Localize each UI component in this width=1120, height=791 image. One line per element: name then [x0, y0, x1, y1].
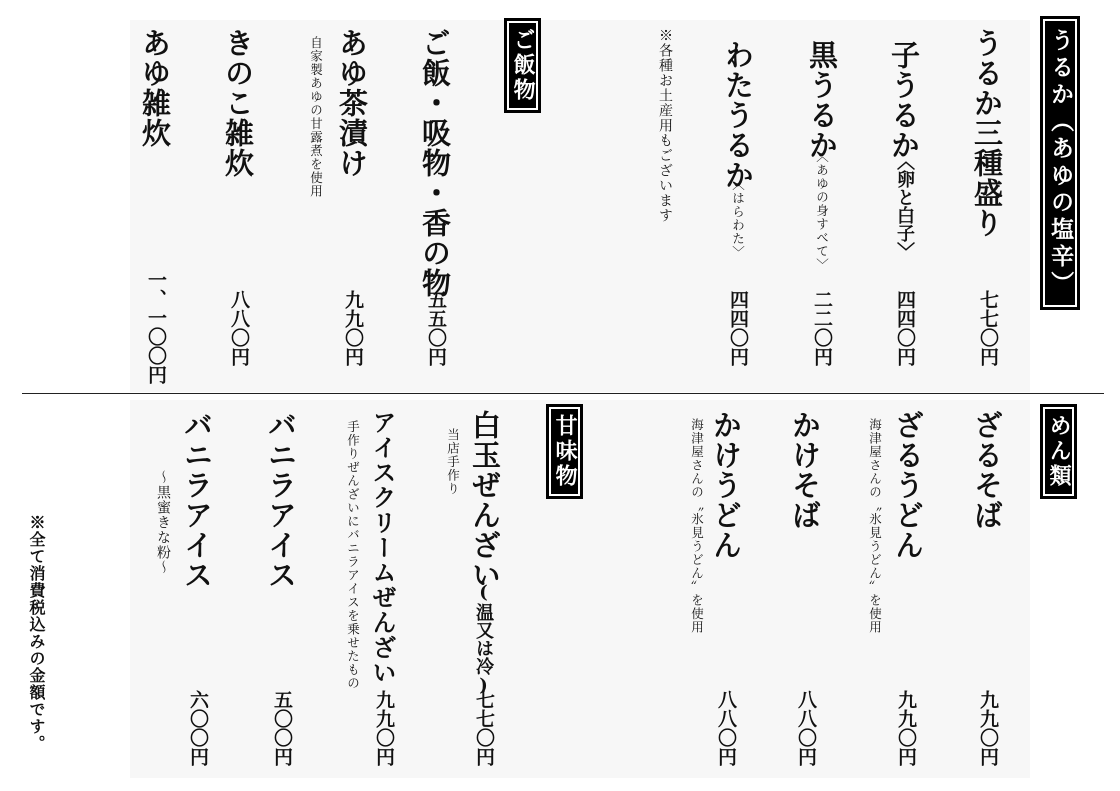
kanmi-item-note: 〜黒蜜きな粉〜: [155, 470, 171, 575]
gohan-item-name: あゆ茶漬け: [335, 28, 369, 178]
gohan-item-note: 自家製あゆの甘露煮を使用: [308, 36, 324, 198]
gohan-item-name: ご飯・吸物・香の物: [418, 28, 452, 298]
uruka-item-name: 黒うるか: [805, 40, 839, 160]
kanmi-item-note: 当店手作り: [445, 428, 461, 496]
uruka-item-sub: 〈あゆの身すべて〉: [814, 150, 830, 272]
uruka-item-price: 四四〇円: [727, 290, 749, 366]
uruka-item-price: 七七〇円: [977, 290, 999, 366]
section-divider: [22, 393, 1104, 394]
kanmi-badge: 甘味物: [546, 404, 583, 499]
kanmi-item-name: バニラアイス: [180, 410, 214, 590]
gohan-item-price: 五五〇円: [425, 290, 447, 366]
menrui-item-price: 九九〇円: [977, 690, 999, 766]
kanmi-item-note: 手作りぜんざいにバニラアイスを乗せたもの: [345, 420, 361, 690]
uruka-item-sub: 〈はらわた〉: [730, 178, 746, 259]
kanmi-item-price: 六〇〇円: [187, 690, 209, 766]
uruka-item-name: わたうるか: [721, 40, 755, 190]
menrui-item-name: かけそば: [788, 410, 822, 530]
gohan-item-price: 八八〇円: [228, 290, 250, 366]
menrui-item-price: 八八〇円: [795, 690, 817, 766]
gohan-badge: ご飯物: [504, 18, 541, 113]
kanmi-item-price: 五〇〇円: [271, 690, 293, 766]
kanmi-item-price: 七七〇円: [473, 690, 495, 766]
menrui-item-note: 海津屋さんの〝氷見うどん〟を使用: [689, 418, 705, 634]
uruka-item-price: 二二〇円: [811, 290, 833, 366]
kanmi-item-name: アイスクリームぜんざい: [368, 410, 397, 685]
uruka-souvenir-note: ※各種お土産用もございます: [657, 28, 673, 223]
menrui-item-price: 八八〇円: [715, 690, 737, 766]
uruka-item-name: 子うるか: [887, 40, 921, 160]
gohan-item-price: 一、一〇〇円: [145, 270, 167, 384]
uruka-item-name: うるか三種盛り: [970, 28, 1004, 238]
uruka-item-sub: 〈卵と白子〉: [894, 152, 915, 260]
kanmi-item-name: バニラアイス: [264, 410, 298, 590]
kanmi-item-name: 白玉ぜんざい: [468, 410, 502, 590]
uruka-item-price: 四四〇円: [894, 290, 916, 366]
tax-note: ※全て消費税込みの金額です。: [27, 514, 46, 752]
gohan-item-price: 九九〇円: [342, 290, 364, 366]
gohan-item-name: あゆ雑炊: [138, 28, 172, 148]
uruka-badge: うるか（あゆの塩辛）: [1040, 16, 1080, 310]
menrui-item-price: 九九〇円: [895, 690, 917, 766]
gohan-item-name: きのこ雑炊: [221, 28, 255, 178]
menrui-item-name: かけうどん: [709, 410, 743, 560]
menrui-item-note: 海津屋さんの〝氷見うどん〟を使用: [867, 418, 883, 634]
menrui-item-name: ざるうどん: [891, 410, 925, 560]
kanmi-item-price: 九九〇円: [373, 690, 395, 766]
menrui-badge: めん類: [1040, 404, 1077, 499]
kanmi-item-sub: (温又は冷): [473, 582, 494, 696]
menrui-item-name: ざるそば: [970, 410, 1004, 530]
